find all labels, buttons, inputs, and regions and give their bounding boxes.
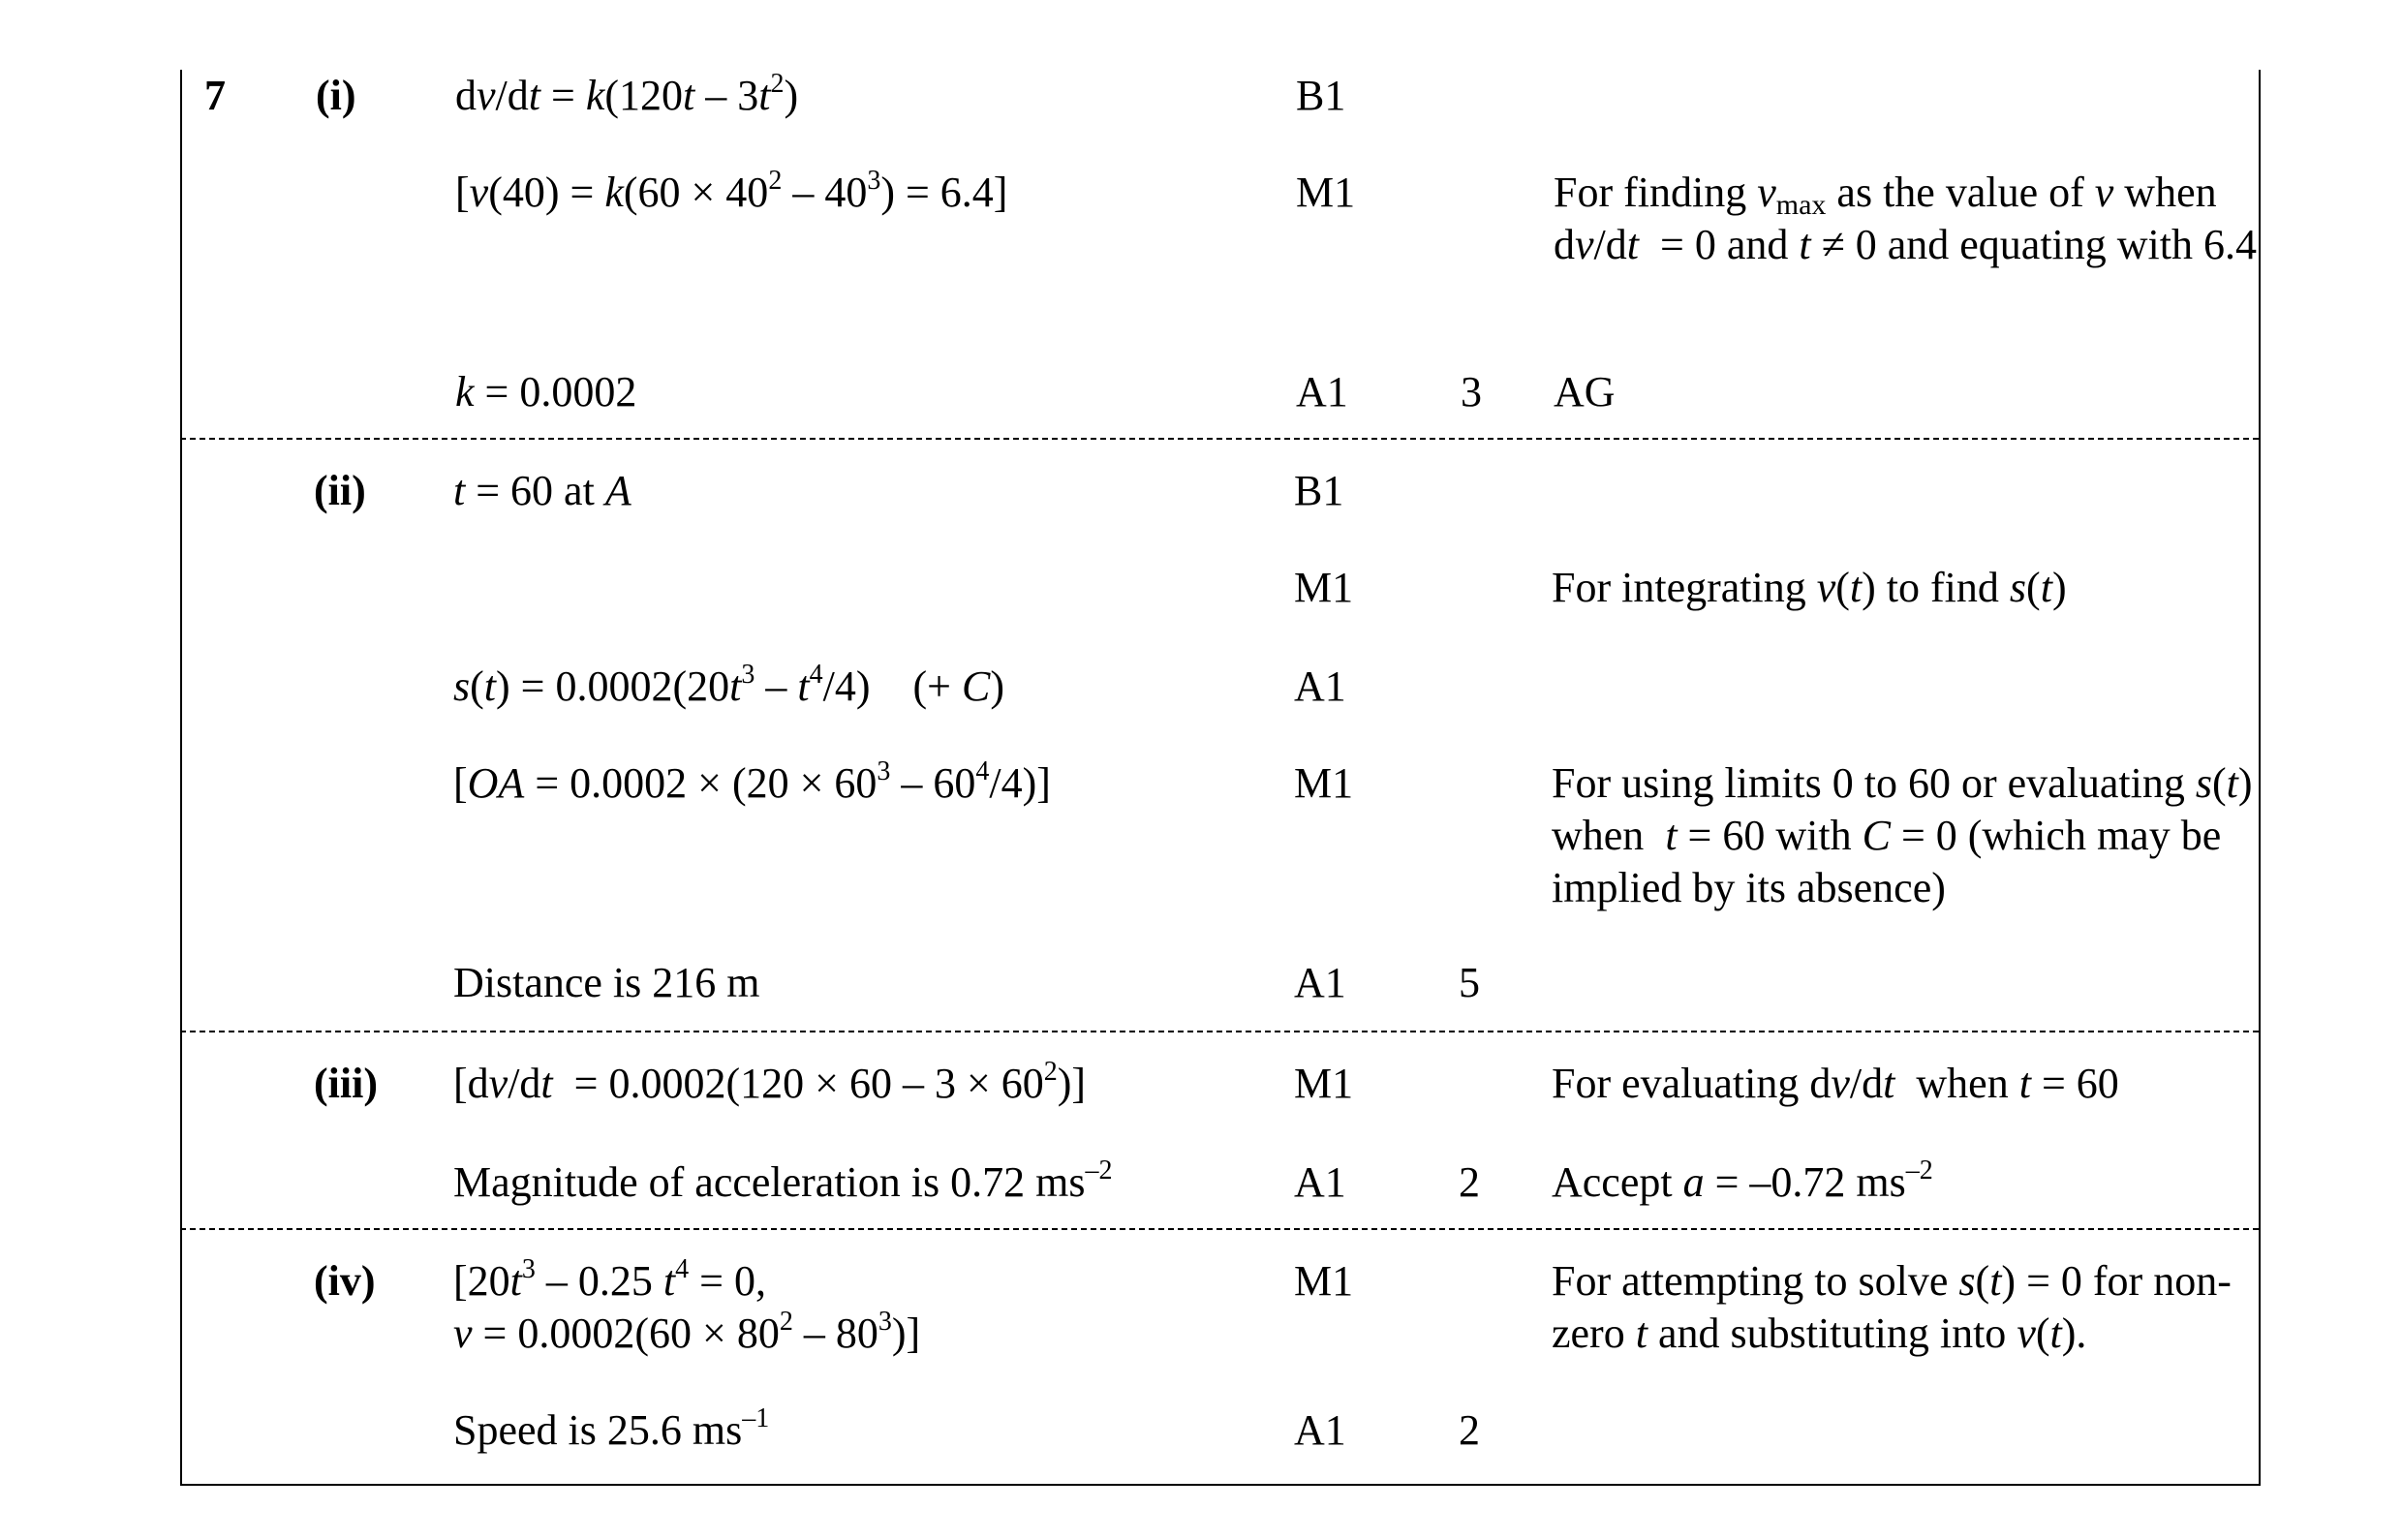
answer-r2: k = 0.0002	[455, 368, 637, 416]
answer-r9: Magnitude of acceleration is 0.72 $ms^{-2}$	[453, 1155, 1113, 1206]
answer-r8: $[dv/dt = 0.0002(120 \times 60 - 3 \times 60^2)]$	[453, 1057, 1087, 1107]
total-r7: 5	[1459, 959, 1480, 1006]
answer-r7: Distance is 216 m	[453, 959, 760, 1006]
total-r9: 2	[1459, 1158, 1480, 1206]
guidance-r1: For finding $v_{max}$ as the value of v when dv/dt = 0 and t ≠ 0 and equating with 6.4	[1554, 169, 2257, 268]
guidance-r4: For integrating v(t) to find s(t)	[1552, 564, 2067, 611]
mark-r10: M1	[1294, 1257, 1354, 1305]
separator-2	[180, 1031, 2259, 1032]
mark-r7: A1	[1294, 959, 1346, 1006]
guidance-r8: For evaluating dv/dt when t = 60	[1552, 1060, 2119, 1107]
guidance-r6: For using limits 0 to 60 or evaluating s(t) when t = 60 with C = 0 (which may be implied by its absence)	[1552, 759, 2253, 911]
guidance-r2: AG	[1554, 368, 1616, 416]
part-label-iv: (iv)	[314, 1257, 376, 1305]
mark-r6: M1	[1294, 759, 1354, 807]
mark-r1: M1	[1296, 169, 1356, 216]
answer-r6: $[OA = 0.0002 \times (20 \times 60^3 - 60^4/4)]$	[453, 756, 1051, 807]
mark-r5: A1	[1294, 662, 1346, 710]
part-label-ii: (ii)	[314, 467, 366, 514]
guidance-r10: For attempting to solve s(t) = 0 for non-zero t and substituting into v(t).	[1552, 1257, 2232, 1357]
answer-r5: $s(t) = 0.0002(20t^3 - t^4/4)$ (+ C)	[453, 660, 1004, 710]
answer-r1: $[v(40) = k(60 \times 40^2 - 40^3) = 6.4]$	[455, 166, 1008, 216]
answer-r0: $dv/dt = k(120t - 3t^2)$	[455, 69, 799, 119]
total-r11: 2	[1459, 1406, 1480, 1454]
answer-r3: t = 60 at A	[453, 467, 631, 514]
mark-r9: A1	[1294, 1158, 1346, 1206]
mark-r4: M1	[1294, 564, 1354, 611]
guidance-r9: Accept a = –0.72 $ms^{-2}$	[1552, 1155, 1933, 1206]
mark-r11: A1	[1294, 1406, 1346, 1454]
answer-r11: Speed is 25.6 $ms^{-1}$	[453, 1403, 770, 1454]
answer-r10: [$20t^3 - 0.25$ $t^4 = 0$, $v = 0.0002(60 \times 80^2 - 80^3)$]	[453, 1254, 921, 1357]
part-label-i: (i)	[316, 72, 356, 119]
mark-r0: B1	[1296, 72, 1346, 119]
mark-r2: A1	[1296, 368, 1348, 416]
part-label-iii: (iii)	[314, 1060, 378, 1107]
mark-r3: B1	[1294, 467, 1344, 514]
total-r2: 3	[1461, 368, 1482, 416]
question-number: 7	[204, 72, 226, 119]
separator-1	[180, 438, 2259, 440]
separator-3	[180, 1228, 2259, 1230]
mark-r8: M1	[1294, 1060, 1354, 1107]
